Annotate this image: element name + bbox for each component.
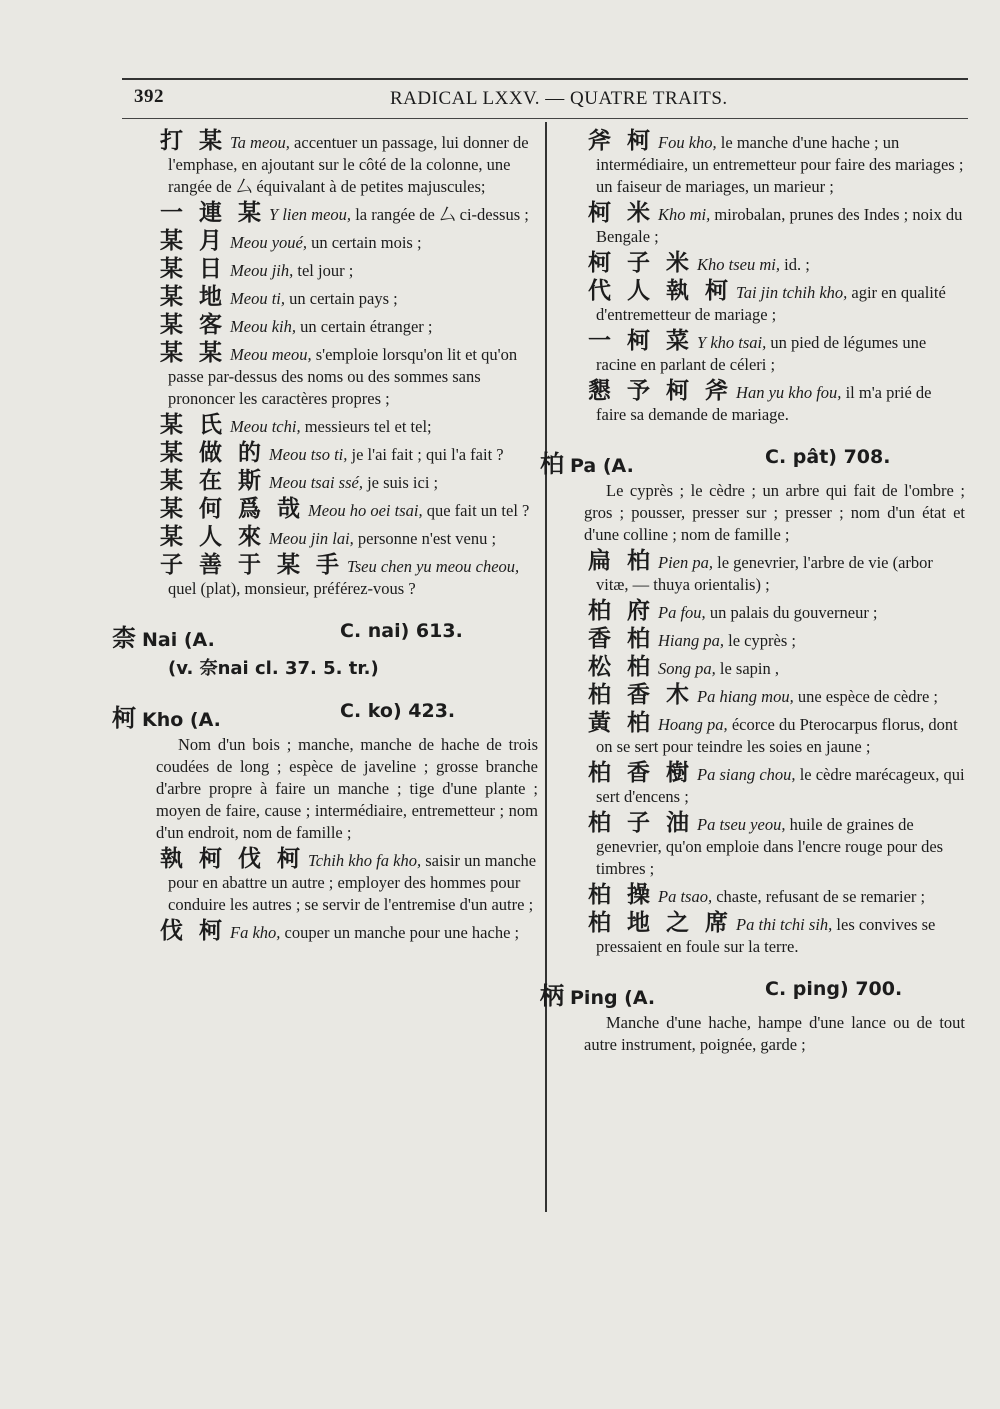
entry-definition: une espèce de cèdre ;: [797, 687, 939, 706]
entry-romanization: Meou youé,: [230, 233, 307, 252]
right-column: [540, 130, 965, 1060]
entry-romanization: Meou tsai ssé,: [269, 473, 363, 492]
entry-romanization: Pa thi tchi sih,: [736, 915, 833, 934]
dictionary-entry: [540, 130, 965, 198]
entry-romanization: Meou tso ti,: [269, 445, 348, 464]
entry-hanzi: 子 善 于 某 手: [160, 552, 344, 578]
dictionary-entry: [112, 202, 538, 226]
dictionary-entry: [112, 314, 538, 338]
entry-definition: tel jour ;: [297, 261, 354, 280]
entry-romanization: Pien pa,: [658, 553, 714, 572]
dictionary-entry: [540, 656, 965, 680]
nai-note: (v. 奈nai cl. 37. 5. tr.): [168, 658, 379, 679]
entry-definition: la rangée de 厶 ci-dessus ;: [355, 205, 529, 224]
entry-hanzi: 伐 柯: [160, 918, 227, 944]
entry-romanization: Meou jih,: [230, 261, 294, 280]
headword-nai: 柰 Nai (A. C. nai) 613.: [112, 620, 463, 652]
entry-hanzi: 代 人 執 柯: [588, 278, 733, 304]
dictionary-entry: [112, 130, 538, 198]
entry-hanzi: 斧 柯: [588, 128, 655, 154]
entry-hanzi: 柯 米: [588, 200, 655, 226]
dictionary-entry: [540, 628, 965, 652]
entry-definition: agir en qualité d'entremetteur de mariage ;: [596, 283, 946, 324]
dictionary-entry: [540, 812, 965, 880]
entry-romanization: Y lien meou,: [269, 205, 352, 224]
entry-definition: je l'ai fait ; qui l'a fait ?: [351, 445, 504, 464]
entry-definition: couper un manche pour une hache ;: [284, 923, 520, 942]
kho-definition: Nom d'un bois ; manche, manche de hache de trois coudées de long ; espèce de javeline ; grosse branche d'arbre propre à faire un manche ; tige d'une plante ; moyen de faire, cause ; intermédiaire, entremetteur ; nom d'un endroit, nom de famille ;: [156, 735, 538, 842]
entry-romanization: Tseu chen yu meou cheou,: [347, 557, 520, 576]
entry-hanzi: 某 地: [160, 284, 227, 310]
entry-definition: que fait un tel ?: [426, 501, 530, 520]
entry-romanization: Meou kih,: [230, 317, 296, 336]
entry-romanization: Pa tsao,: [658, 887, 713, 906]
entry-romanization: Hoang pa,: [658, 715, 728, 734]
dictionary-entry: [112, 286, 538, 310]
entry-hanzi: 懇 予 柯 斧: [588, 378, 733, 404]
running-title: RADICAL LXXV. — QUATRE TRAITS.: [390, 88, 728, 109]
entry-definition: s'emploie lorsqu'on lit et qu'on passe par-dessus des noms ou des sommes sans prononcer les caractères propres ;: [168, 345, 518, 408]
entry-romanization: Pa hiang mou,: [697, 687, 794, 706]
entry-definition: le manche d'une hache ; un intermédiaire, un entremetteur pour faire des mariages ; un faiseur de mariages, un marieur ;: [596, 133, 964, 196]
dictionary-entry: [112, 526, 538, 550]
entry-hanzi: 柏 香 木: [588, 682, 694, 708]
entry-hanzi: 某 月: [160, 228, 227, 254]
entry-definition: les convives se pressaient en foule sur la terre.: [596, 915, 936, 956]
left-column: [112, 130, 538, 948]
entry-romanization: Pa tseu yeou,: [697, 815, 786, 834]
page-header: [122, 78, 968, 119]
entry-definition: mirobalan, prunes des Indes ; noix du Bengale ;: [596, 205, 963, 246]
dictionary-entry: [540, 600, 965, 624]
entry-romanization: Meou tchi,: [230, 417, 301, 436]
entry-romanization: Tchih kho fa kho,: [308, 851, 422, 870]
page-number: 392: [134, 86, 164, 107]
entry-definition: je suis ici ;: [367, 473, 439, 492]
entry-definition: messieurs tel et tel;: [304, 417, 432, 436]
entry-romanization: Kho mi,: [658, 205, 711, 224]
ping-definition: Manche d'une hache, hampe d'une lance ou de tout autre instrument, poignée, garde ;: [584, 1013, 965, 1054]
headword-kho: 柯 Kho (A. C. ko) 423.: [112, 700, 456, 732]
entry-definition: un certain étranger ;: [300, 317, 433, 336]
entry-hanzi: 某 日: [160, 256, 227, 282]
dictionary-entry: [112, 414, 538, 438]
dictionary-entry: [540, 762, 965, 808]
entry-romanization: Meou ho oei tsai,: [308, 501, 423, 520]
headword-pa: 柏 Pa (A. C. pât) 708.: [540, 446, 891, 478]
entry-romanization: Hiang pa,: [658, 631, 725, 650]
entry-romanization: Song pa,: [658, 659, 716, 678]
dictionary-entry: [540, 330, 965, 376]
entry-definition: saisir un manche pour en abattre un autre ; employer des hommes pour conduire les autres ; se servir de l'entremise d'un autre ;: [168, 851, 537, 914]
entry-hanzi: 柯 子 米: [588, 250, 694, 276]
dictionary-entry: [112, 470, 538, 494]
entry-definition: personne n'est venu ;: [357, 529, 497, 548]
entry-definition: quel (plat), monsieur, préférez-vous ?: [168, 579, 416, 598]
entry-definition: chaste, refusant de se remarier ;: [716, 887, 926, 906]
entry-hanzi: 香 柏: [588, 626, 655, 652]
dictionary-entry: [540, 380, 965, 426]
entry-definition: le cyprès ;: [728, 631, 796, 650]
dictionary-entry: [540, 684, 965, 708]
dictionary-entry: [112, 258, 538, 282]
entry-definition: le genevrier, l'arbre de vie (arbor vitæ, — thuya orientalis) ;: [596, 553, 933, 594]
entry-definition: le sapin ,: [719, 659, 780, 678]
dictionary-entry: [112, 442, 538, 466]
dictionary-entry: [540, 280, 965, 326]
headword-ping: 柄 Ping (A. C. ping) 700.: [540, 978, 903, 1010]
entry-romanization: Tai jin tchih kho,: [736, 283, 848, 302]
entry-definition: huile de graines de genevrier, qu'on emploie dans l'encre rouge pour des timbres ;: [596, 815, 944, 878]
entry-definition: il m'a prié de faire sa demande de mariage.: [596, 383, 932, 424]
entry-hanzi: 柏 操: [588, 882, 655, 908]
dictionary-entry: [112, 342, 538, 410]
dictionary-entry: [540, 202, 965, 248]
entry-definition: un pied de légumes une racine en parlant de céleri ;: [596, 333, 927, 374]
entry-hanzi: 某 做 的: [160, 440, 266, 466]
entry-romanization: Meou jin lai,: [269, 529, 354, 548]
dictionary-entry: [540, 252, 965, 276]
entry-hanzi: 某 何 爲 哉: [160, 496, 305, 522]
entry-hanzi: 一 連 某: [160, 200, 266, 226]
dictionary-entry: [540, 912, 965, 958]
entry-romanization: Pa fou,: [658, 603, 706, 622]
entry-hanzi: 一 柯 菜: [588, 328, 694, 354]
entry-definition: un certain mois ;: [311, 233, 422, 252]
dictionary-entry: [112, 498, 538, 522]
entry-hanzi: 柏 府: [588, 598, 655, 624]
entry-hanzi: 某 客: [160, 312, 227, 338]
entry-hanzi: 打 某: [160, 128, 227, 154]
entry-hanzi: 執 柯 伐 柯: [160, 846, 305, 872]
dictionary-entry: [540, 712, 965, 758]
entry-romanization: Meou meou,: [230, 345, 312, 364]
entry-hanzi: 柏 香 樹: [588, 760, 694, 786]
dictionary-entry: [540, 550, 965, 596]
entry-romanization: Meou ti,: [230, 289, 286, 308]
dictionary-entry: [112, 920, 538, 944]
entry-hanzi: 黃 柏: [588, 710, 655, 736]
entry-romanization: Pa siang chou,: [697, 765, 796, 784]
entry-definition: écorce du Pterocarpus florus, dont on se sert pour teindre les soies en jaune ;: [596, 715, 958, 756]
entry-romanization: Fa kho,: [230, 923, 281, 942]
entry-hanzi: 某 在 斯: [160, 468, 266, 494]
entry-romanization: Kho tseu mi,: [697, 255, 780, 274]
entry-hanzi: 柏 子 油: [588, 810, 694, 836]
entry-hanzi: 柏 地 之 席: [588, 910, 733, 936]
entry-hanzi: 某 人 來: [160, 524, 266, 550]
entry-hanzi: 某 某: [160, 340, 227, 366]
entry-definition: un palais du gouverneur ;: [709, 603, 878, 622]
entry-romanization: Han yu kho fou,: [736, 383, 842, 402]
entry-definition: id. ;: [784, 255, 810, 274]
entry-hanzi: 扁 柏: [588, 548, 655, 574]
dictionary-entry: [112, 848, 538, 916]
pa-definition: Le cyprès ; le cèdre ; un arbre qui fait de l'ombre ; gros ; pousser, presser sur ; presser ; nom d'un état et d'une colline ; nom de famille ;: [584, 481, 965, 544]
entry-hanzi: 松 柏: [588, 654, 655, 680]
entry-romanization: Fou kho,: [658, 133, 717, 152]
entry-definition: accentuer un passage, lui donner de l'emphase, en ajoutant sur le côté de la colonne, une rangée de 厶 équivalant à de petites majuscules;: [168, 133, 529, 196]
dictionary-entry: [540, 884, 965, 908]
dictionary-entry: [112, 554, 538, 600]
entry-romanization: Y kho tsai,: [697, 333, 767, 352]
dictionary-entry: [112, 230, 538, 254]
entry-definition: un certain pays ;: [289, 289, 398, 308]
entry-definition: le cèdre marécageux, qui sert d'encens ;: [596, 765, 965, 806]
entry-hanzi: 某 氏: [160, 412, 227, 438]
entry-romanization: Ta meou,: [230, 133, 290, 152]
